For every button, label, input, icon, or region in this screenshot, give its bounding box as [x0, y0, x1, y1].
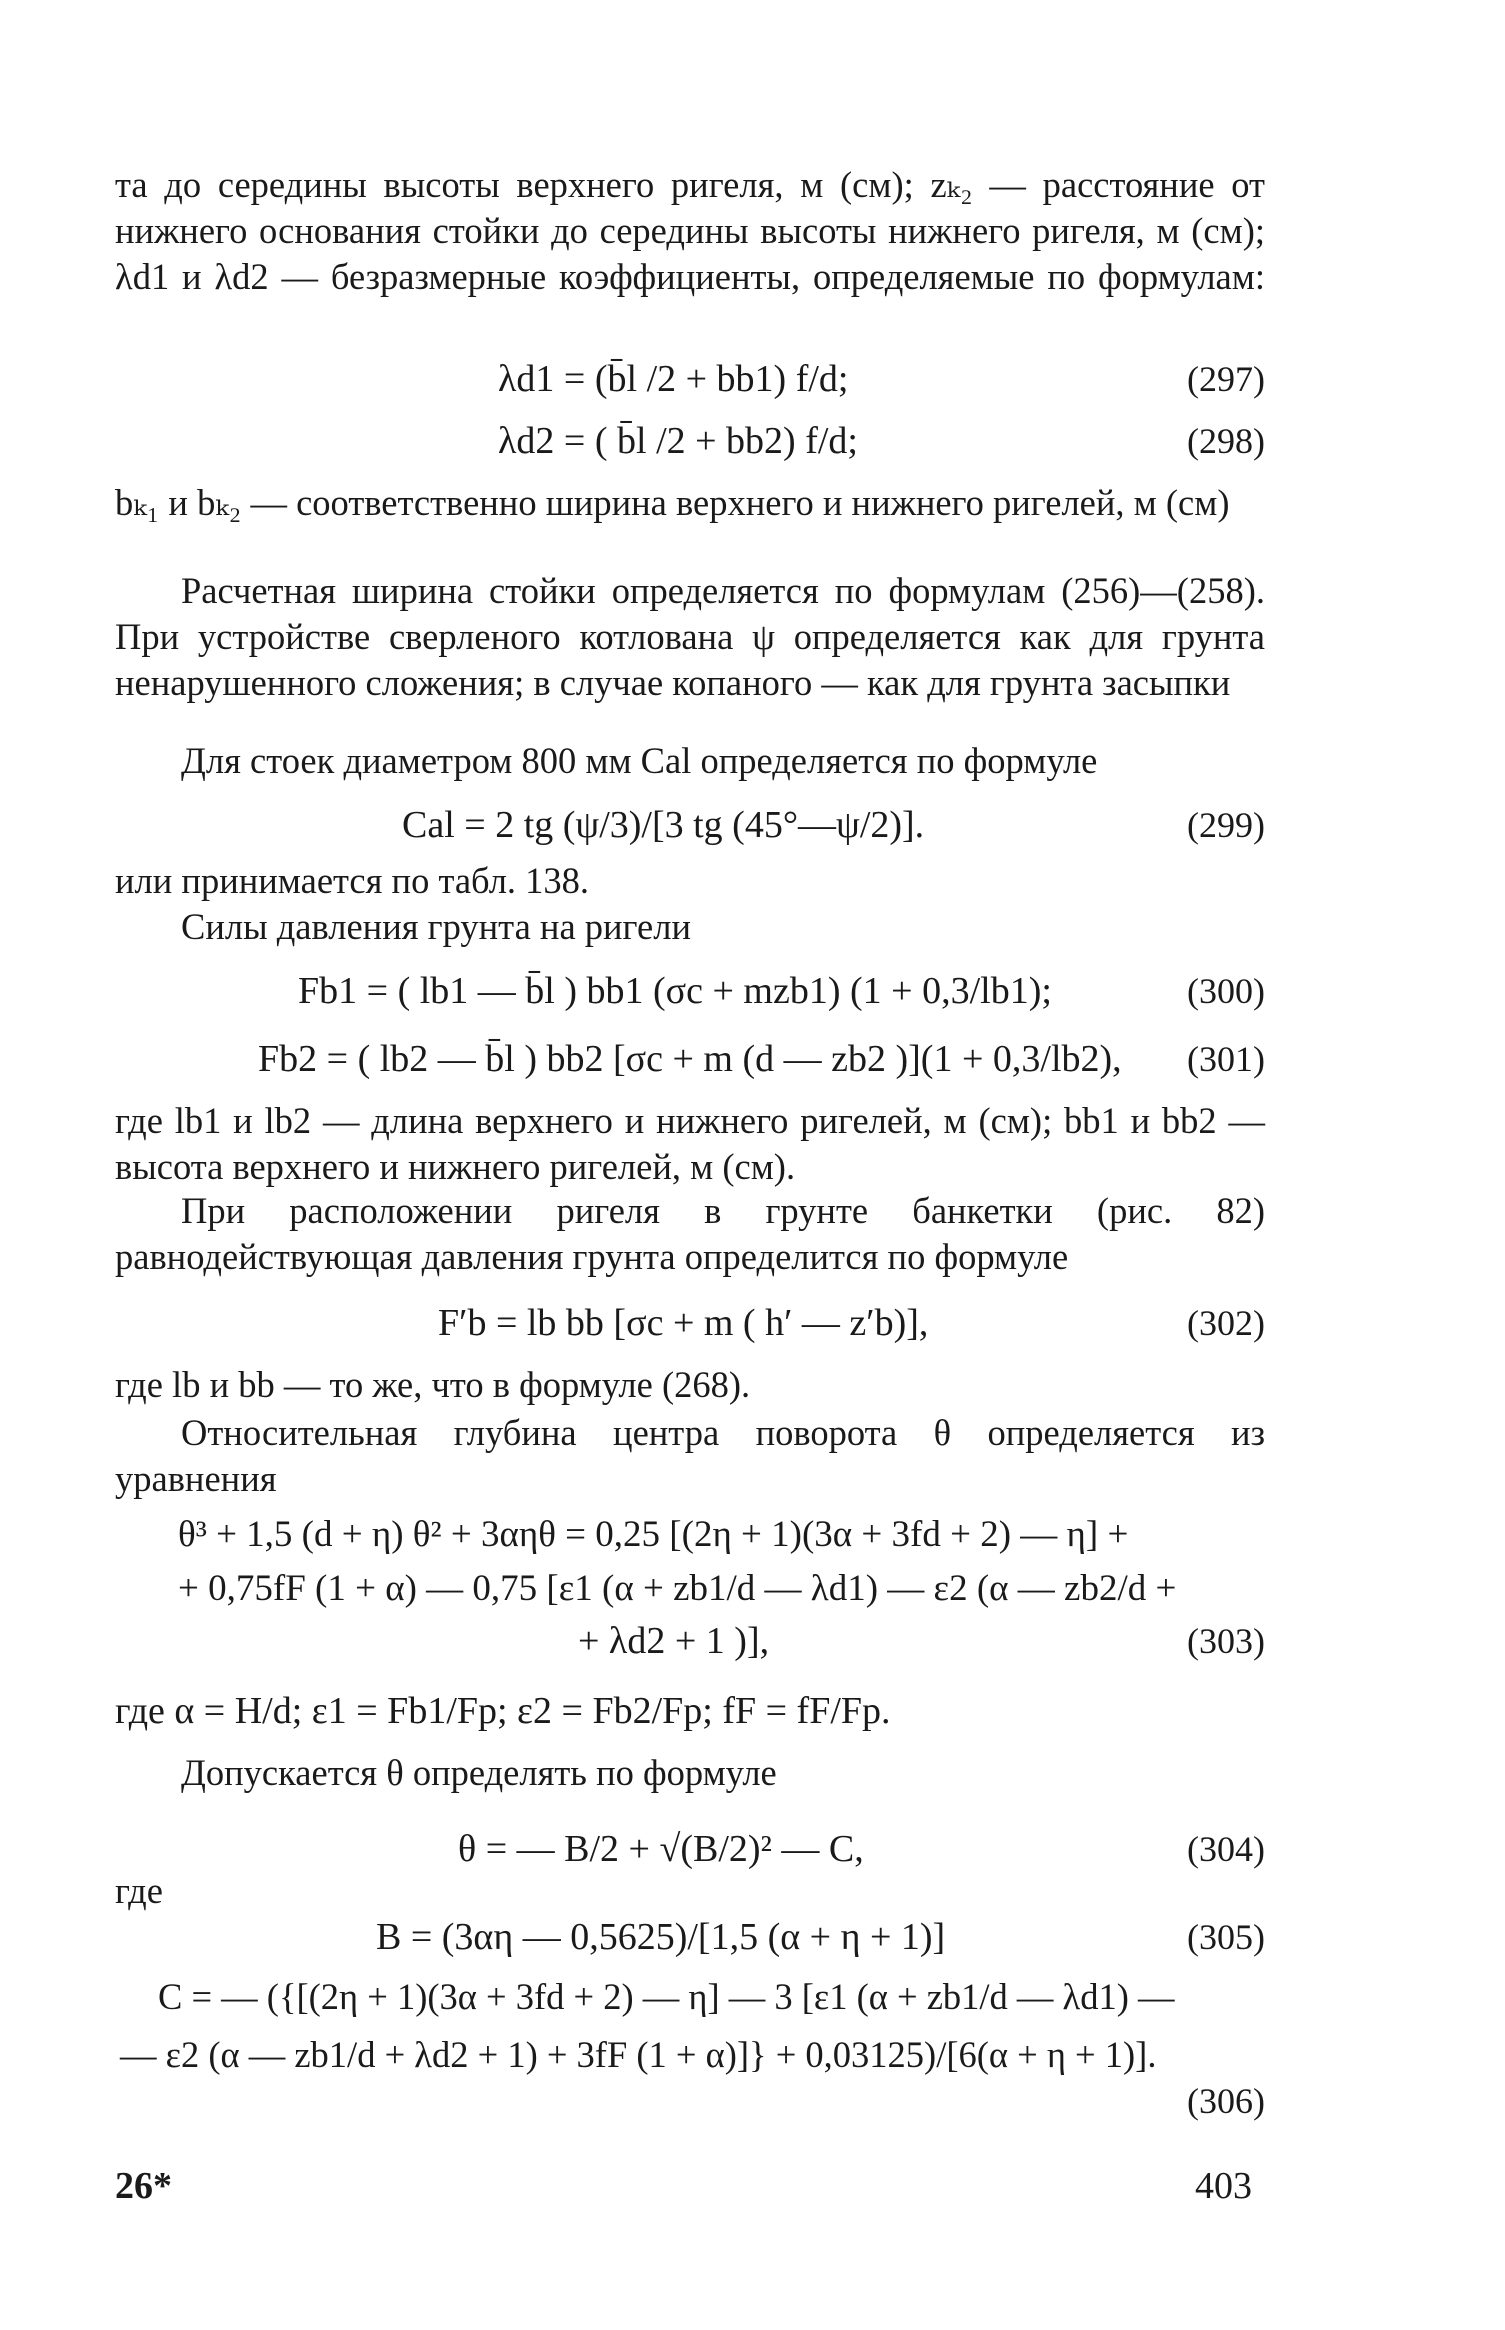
- formula-number-300: (300): [1187, 971, 1265, 1011]
- formula-number-305: (305): [1187, 1917, 1265, 1957]
- formula-301: Fb2 = ( lb2 — b̄l ) bb2 [σc + m (d — zb2 )](1 + 0,3/lb2),: [258, 1038, 1122, 1080]
- formula-303-line-3: + λd2 + 1 )],: [578, 1620, 770, 1662]
- formula-303-line-1: θ³ + 1,5 (d + η) θ² + 3αηθ = 0,25 [(2η + 1)(3α + 3fd + 2) — η] +: [178, 1514, 1129, 1555]
- formula-306-line-1: C = — ({[(2η + 1)(3α + 3fd + 2) — η] — 3 [ε1 (α + zb1/d — λd1) —: [158, 1976, 1175, 2017]
- paragraph-10: Относительная глубина центра поворота θ определяется из уравнения: [115, 1412, 1265, 1499]
- paragraph-11: где α = H/d; ε1 = Fb1/Fp; ε2 = Fb2/Fp; fF = fF/Fp.: [115, 1690, 891, 1732]
- paragraph-12: Допускается θ определять по формуле: [181, 1752, 777, 1793]
- formula-number-301: (301): [1187, 1039, 1265, 1079]
- paragraph-4: Для стоек диаметром 800 мм Cal определяется по формуле: [181, 740, 1098, 781]
- paragraph-5: или принимается по табл. 138.: [115, 860, 590, 901]
- formula-306-line-2: — ε2 (α — zb1/d + λd2 + 1) + 3fF (1 + α)]} + 0,03125)/[6(α + η + 1)].: [120, 2034, 1157, 2075]
- formula-305: B = (3αη — 0,5625)/[1,5 (α + η + 1)]: [376, 1916, 946, 1958]
- formula-302: F′b = lb bb [σc + m ( h′ — z′b)],: [438, 1302, 929, 1344]
- formula-297: λd1 = (b̄l /2 + bb1) f/d;: [498, 358, 849, 400]
- paragraph-3: Расчетная ширина стойки определяется по формулам (256)—(258). При устройстве сверленого котлована ψ определяется как для грунта ненарушенного сложения; в случае копаного — как для грунта засыпки: [115, 570, 1265, 703]
- paragraph-13: где: [115, 1870, 163, 1911]
- paragraph-6: Силы давления грунта на ригели: [181, 906, 691, 947]
- paragraph-7: где lb1 и lb2 — длина верхнего и нижнего ригелей, м (см); bb1 и bb2 — высота верхнего и нижнего ригелей, м (см).: [115, 1100, 1265, 1187]
- paragraph-8: При расположении ригеля в грунте банкетки (рис. 82) равнодействующая давления грунта определится по формуле: [115, 1190, 1265, 1277]
- paragraph-2: bₖ₁ и bₖ₂ — соответственно ширина верхнего и нижнего ригелей, м (см): [115, 482, 1230, 523]
- formula-number-306: (306): [1187, 2081, 1265, 2121]
- formula-304: θ = — B/2 + √(B/2)² — C,: [458, 1828, 864, 1870]
- formula-number-302: (302): [1187, 1303, 1265, 1343]
- paragraph-1: та до середины высоты верхнего ригеля, м (см); zₖ₂ — расстояние от нижнего основания стойки до середины высоты нижнего ригеля, м (см); λd1 и λd2 — безразмерные коэффициенты, определяемые по формулам:: [115, 164, 1265, 297]
- formula-303-line-2: + 0,75fF (1 + α) — 0,75 [ε1 (α + zb1/d — λd1) — ε2 (α — zb2/d +: [178, 1568, 1177, 1609]
- formula-number-303: (303): [1187, 1621, 1265, 1661]
- formula-300: Fb1 = ( lb1 — b̄l ) bb1 (σc + mzb1) (1 + 0,3/lb1);: [298, 970, 1052, 1012]
- paragraph-9: где lb и bb — то же, что в формуле (268).: [115, 1364, 751, 1405]
- signature-mark: 26*: [115, 2165, 172, 2207]
- formula-number-297: (297): [1187, 359, 1265, 399]
- formula-number-299: (299): [1187, 805, 1265, 845]
- page-number: 403: [1195, 2165, 1252, 2207]
- formula-number-304: (304): [1187, 1829, 1265, 1869]
- formula-299: Cal = 2 tg (ψ/3)/[3 tg (45°—ψ/2)].: [402, 804, 925, 846]
- formula-298: λd2 = ( b̄l /2 + bb2) f/d;: [498, 420, 858, 462]
- formula-number-298: (298): [1187, 421, 1265, 461]
